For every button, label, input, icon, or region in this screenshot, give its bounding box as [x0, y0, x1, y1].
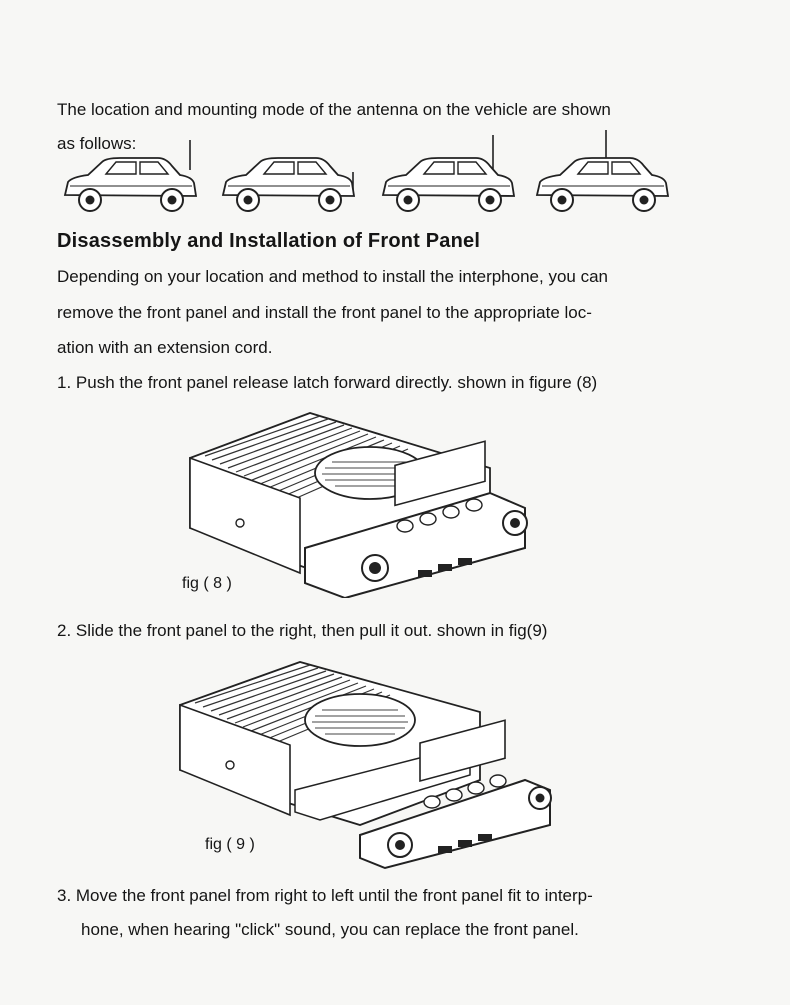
- section-heading: Disassembly and Installation of Front Panel: [57, 230, 481, 252]
- car-with-front-roof-antenna-icon: [532, 130, 672, 220]
- car-with-roof-antenna-icon: [60, 130, 200, 220]
- car-with-trunk-antenna-icon: [378, 130, 518, 220]
- figure-9-caption: fig ( 9 ): [205, 836, 255, 853]
- paragraph-line-1: Depending on your location and method to install the interphone, you can: [57, 267, 608, 286]
- intro-line-1: The location and mounting mode of the antenna on the vehicle are shown: [57, 100, 611, 119]
- paragraph-line-2: remove the front panel and install the front panel to the appropriate loc-: [57, 303, 592, 322]
- radio-panel-attached-icon: [180, 398, 540, 598]
- figure-8-caption: fig ( 8 ): [182, 575, 232, 592]
- step-3-line-2: hone, when hearing "click" sound, you can replace the front panel.: [81, 920, 579, 939]
- intro-line-2: as follows:: [57, 134, 137, 153]
- step-2-text: 2. Slide the front panel to the right, then pull it out. shown in fig(9): [57, 621, 548, 640]
- step-1-text: 1. Push the front panel release latch forward directly. shown in figure (8): [57, 373, 598, 392]
- step-3-line-1: 3. Move the front panel from right to left until the front panel fit to interp-: [57, 886, 593, 905]
- car-with-rear-antenna-icon: [218, 130, 358, 220]
- paragraph-line-3: ation with an extension cord.: [57, 338, 273, 357]
